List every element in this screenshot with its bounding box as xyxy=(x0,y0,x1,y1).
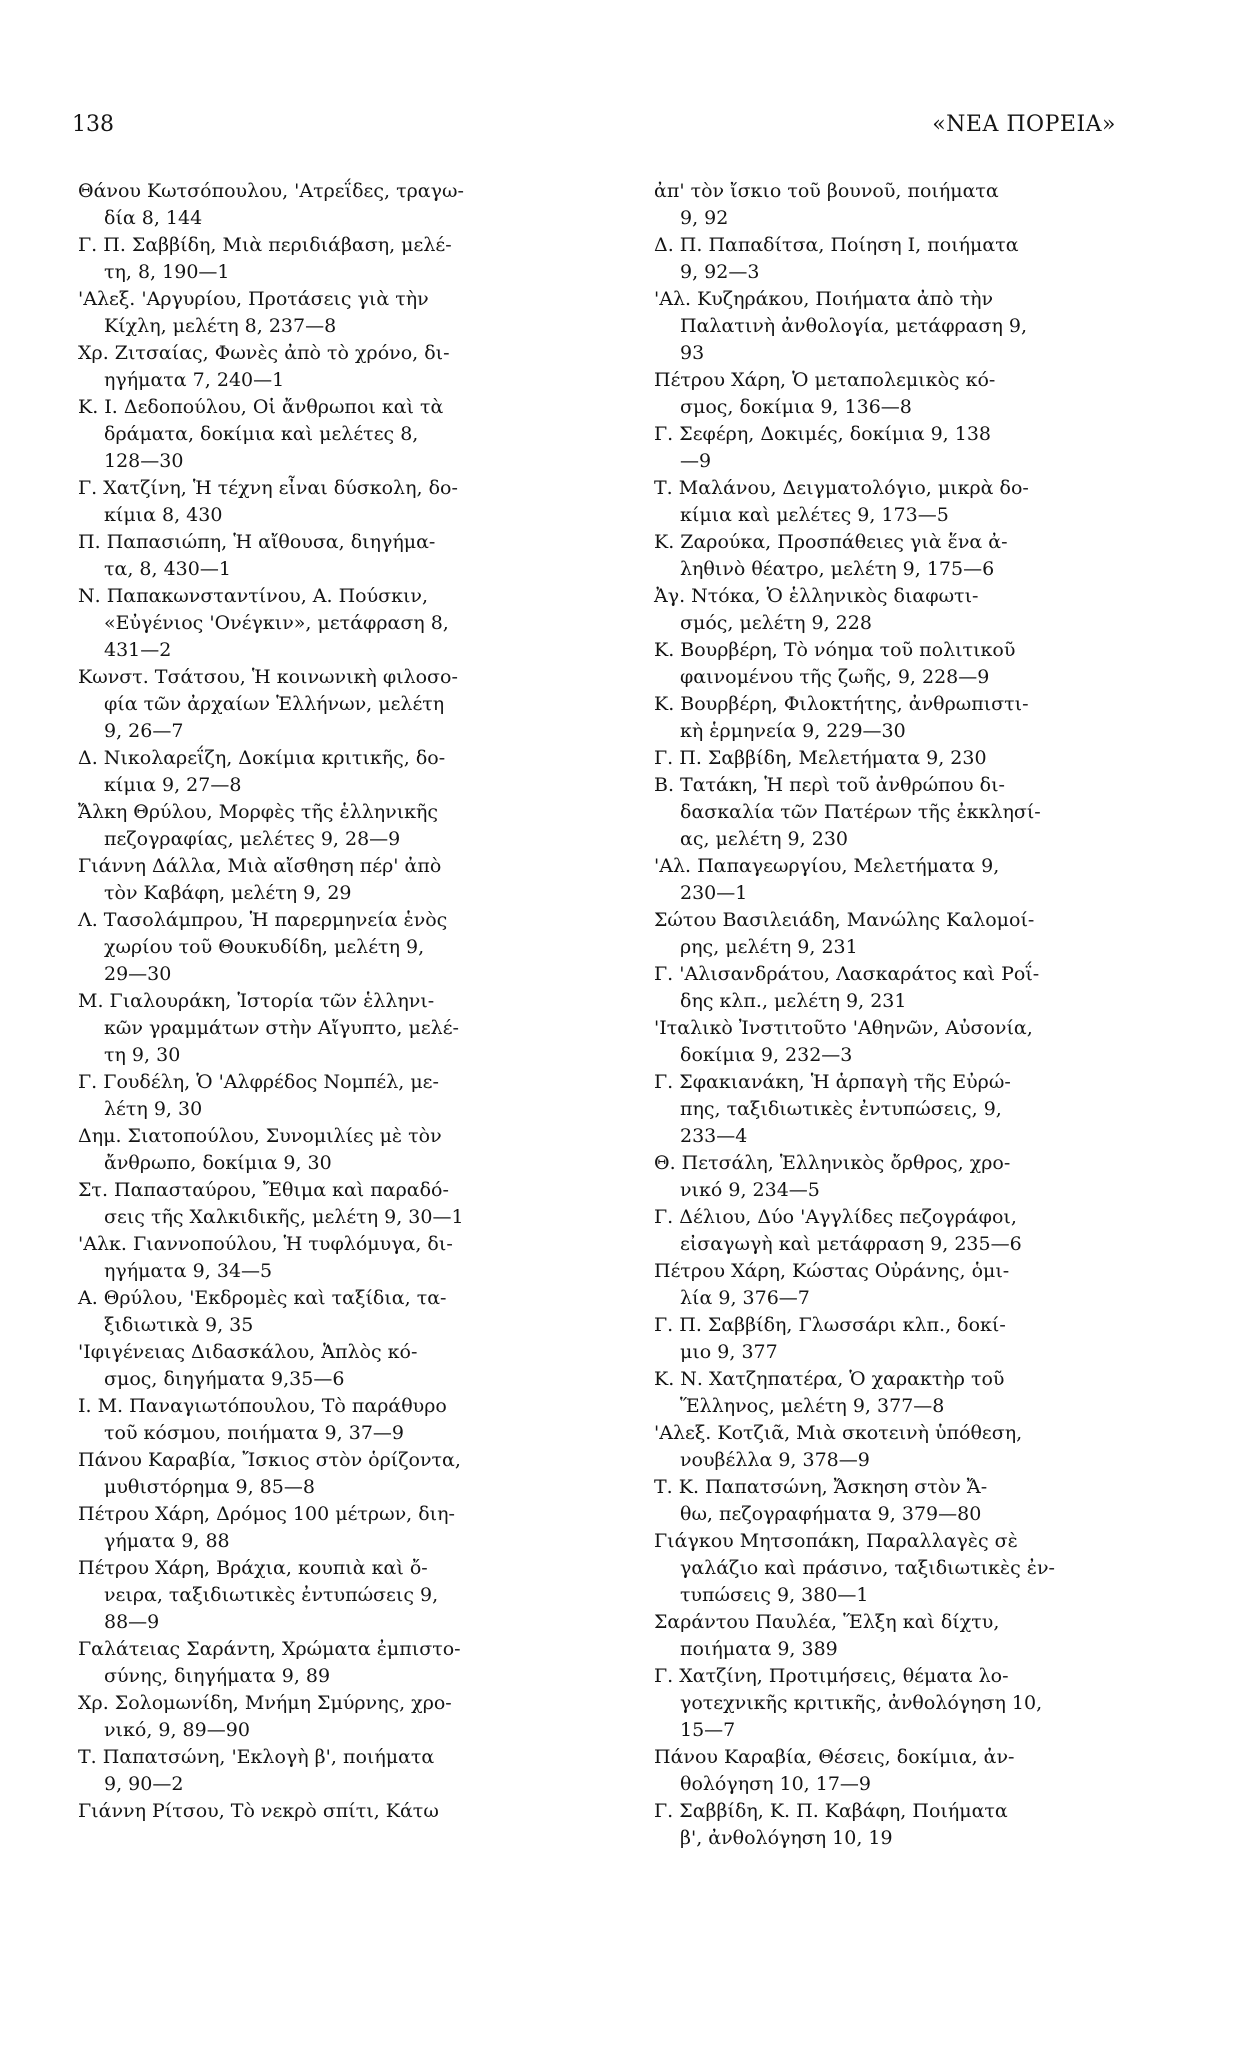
entry-line: Τ. Μαλάνου, Δειγματολόγιο, μικρὰ δο- xyxy=(654,477,1029,499)
entry-line: δοκίμια 9, 232—3 xyxy=(680,1044,853,1066)
bibliography-entry xyxy=(654,1528,1206,1609)
entry-line: γήματα 9, 88 xyxy=(104,1530,230,1552)
entry-line: λέτη 9, 30 xyxy=(104,1098,203,1120)
running-header-title: «ΝΕΑ ΠΟΡΕΙΑ» xyxy=(932,112,1116,137)
entry-line: Γ. Π. Σαββίδη, Μελετήματα 9, 230 xyxy=(654,747,987,769)
entry-line: φαινομένου τῆς ζωῆς, 9, 228—9 xyxy=(680,666,990,688)
entry-line: τοῦ κόσμου, ποιήματα 9, 37—9 xyxy=(104,1422,404,1444)
entry-line: Παλατινὴ ἀνθολογία, μετάφραση 9, xyxy=(680,315,1028,337)
entry-line: Κ. Ζαρούκα, Προσπάθειες γιὰ ἕνα ἀ- xyxy=(654,531,1008,553)
entry-line: 88—9 xyxy=(104,1611,160,1633)
left-column xyxy=(78,178,630,1825)
entry-line: κίμια 8, 430 xyxy=(104,504,223,526)
entry-line: β', ἀνθολόγηση 10, 19 xyxy=(680,1827,893,1849)
bibliography-entry xyxy=(654,1798,1206,1852)
bibliography-entry xyxy=(654,421,1206,475)
entry-line: Γ. 'Αλισανδράτου, Λασκαράτος καὶ Ροΐ- xyxy=(654,963,1040,985)
entry-line: Κ. Βουρβέρη, Τὸ νόημα τοῦ πολιτικοῦ xyxy=(654,639,1016,661)
entry-line: Στ. Παπασταύρου, Ἔθιμα καὶ παραδό- xyxy=(78,1179,449,1201)
bibliography-entry xyxy=(654,1258,1206,1312)
bibliography-entry xyxy=(78,178,630,232)
entry-line: πεζογραφίας, μελέτες 9, 28—9 xyxy=(104,828,401,850)
entry-line: 'Αλεξ. 'Αργυρίου, Προτάσεις γιὰ τὴν xyxy=(78,288,429,310)
entry-line: δης κλπ., μελέτη 9, 231 xyxy=(680,990,907,1012)
bibliography-entry xyxy=(78,1177,630,1231)
entry-line: Χρ. Σολομωνίδη, Μνήμη Σμύρνης, χρο- xyxy=(78,1692,452,1714)
entry-line: Λ. Τασολάμπρου, Ἡ παρερμηνεία ἑνὸς xyxy=(78,909,448,931)
bibliography-entry xyxy=(78,1231,630,1285)
entry-line: μιο 9, 377 xyxy=(680,1341,778,1363)
bibliography-entry xyxy=(654,1312,1206,1366)
entry-line: Δ. Π. Παπαδίτσα, Ποίηση Ι, ποιήματα xyxy=(654,234,1019,256)
entry-line: 'Αλκ. Γιαννοπούλου, Ἡ τυφλόμυγα, δι- xyxy=(78,1233,453,1255)
bibliography-entry xyxy=(78,340,630,394)
bibliography-entry xyxy=(654,1015,1206,1069)
entry-line: σμος, διηγήματα 9,35—6 xyxy=(104,1368,345,1390)
entry-line: πης, ταξιδιωτικὲς ἐντυπώσεις, 9, xyxy=(680,1098,1002,1120)
entry-line: Ἀγ. Ντόκα, Ὁ ἑλληνικὸς διαφωτι- xyxy=(654,585,979,607)
bibliography-entry xyxy=(654,907,1206,961)
bibliography-entry xyxy=(78,1339,630,1393)
entry-line: 9, 92—3 xyxy=(680,261,760,283)
entry-line: Γιάγκου Μητσοπάκη, Παραλλαγὲς σὲ xyxy=(654,1530,1018,1552)
bibliography-entry xyxy=(78,529,630,583)
bibliography-entry xyxy=(654,1474,1206,1528)
bibliography-entry xyxy=(78,1123,630,1177)
entry-line: Τ. Παπατσώνη, 'Εκλογὴ β', ποιήματα xyxy=(78,1746,435,1768)
entry-line: γαλάζιο καὶ πράσινο, ταξιδιωτικὲς ἐν- xyxy=(680,1557,1055,1579)
entry-line: δία 8, 144 xyxy=(104,207,203,229)
entry-line: Σώτου Βασιλειάδη, Μανώλης Καλομοί- xyxy=(654,909,1035,931)
entry-line: Τ. Κ. Παπατσώνη, Ἄσκηση στὸν Ἄ- xyxy=(654,1476,988,1498)
entry-line: 29—30 xyxy=(104,963,172,985)
bibliography-entry xyxy=(654,1150,1206,1204)
entry-line: 'Αλ. Κυζηράκου, Ποιήματα ἀπὸ τὴν xyxy=(654,288,994,310)
entry-line: Κωνστ. Τσάτσου, Ἡ κοινωνικὴ φιλοσο- xyxy=(78,666,458,688)
entry-line: Γιάννη Δάλλα, Μιὰ αἴσθηση πέρ' ἀπὸ xyxy=(78,855,442,877)
entry-line: Π. Παπασιώπη, Ἡ αἴθουσα, διηγήμα- xyxy=(78,531,436,553)
entry-line: δράματα, δοκίμια καὶ μελέτες 8, xyxy=(104,423,419,445)
bibliography-entry xyxy=(654,475,1206,529)
bibliography-entry xyxy=(78,1393,630,1447)
page-number: 138 xyxy=(72,112,114,137)
entry-line: ρης, μελέτη 9, 231 xyxy=(680,936,858,958)
entry-line: 431—2 xyxy=(104,639,172,661)
bibliography-entry xyxy=(654,637,1206,691)
entry-line: τυπώσεις 9, 380—1 xyxy=(680,1584,869,1606)
bibliography-entry xyxy=(654,772,1206,853)
entry-line: 93 xyxy=(680,342,705,364)
entry-line: 128—30 xyxy=(104,450,184,472)
entry-line: τα, 8, 430—1 xyxy=(104,558,231,580)
entry-line: Γ. Π. Σαββίδη, Γλωσσάρι κλπ., δοκί- xyxy=(654,1314,1006,1336)
entry-line: Πέτρου Χάρη, Βράχια, κουπιὰ καὶ ὄ- xyxy=(78,1557,428,1579)
bibliography-entry xyxy=(654,1663,1206,1744)
entry-line: Β. Τατάκη, Ἡ περὶ τοῦ ἀνθρώπου δι- xyxy=(654,774,1005,796)
entry-line: Μ. Γιαλουράκη, Ἱστορία τῶν ἑλληνι- xyxy=(78,990,435,1012)
bibliography-entry xyxy=(78,1447,630,1501)
entry-line: ξιδιωτικὰ 9, 35 xyxy=(104,1314,254,1336)
entry-line: τη, 8, 190—1 xyxy=(104,261,230,283)
bibliography-entry xyxy=(78,1555,630,1636)
bibliography-entry xyxy=(654,529,1206,583)
bibliography-entry xyxy=(654,583,1206,637)
entry-line: σύνης, διηγήματα 9, 89 xyxy=(104,1665,331,1687)
entry-line: θολόγηση 10, 17—9 xyxy=(680,1773,872,1795)
bibliography-entry xyxy=(78,664,630,745)
entry-line: ηγήματα 9, 34—5 xyxy=(104,1260,273,1282)
bibliography-entry xyxy=(78,1069,630,1123)
entry-line: ἀπ' τὸν ἴσκιο τοῦ βουνοῦ, ποιήματα xyxy=(654,180,999,202)
entry-line: Ἕλληνος, μελέτη 9, 377—8 xyxy=(680,1395,945,1417)
entry-line: 230—1 xyxy=(680,882,748,904)
entry-line: μυθιστόρημα 9, 85—8 xyxy=(104,1476,315,1498)
entry-line: τὸν Καβάφη, μελέτη 9, 29 xyxy=(104,882,352,904)
bibliography-entry xyxy=(78,475,630,529)
entry-line: σεις τῆς Χαλκιδικῆς, μελέτη 9, 30—1 xyxy=(104,1206,464,1228)
entry-line: νειρα, ταξιδιωτικὲς ἐντυπώσεις 9, xyxy=(104,1584,439,1606)
entry-line: Γ. Χατζίνη, Προτιμήσεις, θέματα λο- xyxy=(654,1665,1009,1687)
bibliography-entry xyxy=(654,1366,1206,1420)
entry-line: Θάνου Κωτσόπουλου, 'Ατρεΐδες, τραγω- xyxy=(78,180,464,202)
bibliography-entry xyxy=(78,745,630,799)
bibliography-entry xyxy=(654,691,1206,745)
entry-line: σμος, δοκίμια 9, 136—8 xyxy=(680,396,912,418)
entry-line: —9 xyxy=(680,450,712,472)
entry-line: Κ. Ν. Χατζηπατέρα, Ὁ χαρακτὴρ τοῦ xyxy=(654,1368,1005,1390)
entry-line: νικό, 9, 89—90 xyxy=(104,1719,250,1741)
entry-line: Α. Θρύλου, 'Εκδρομὲς καὶ ταξίδια, τα- xyxy=(78,1287,447,1309)
entry-line: Γ. Σαββίδη, Κ. Π. Καβάφη, Ποιήματα xyxy=(654,1800,1008,1822)
entry-line: Κ. Βουρβέρη, Φιλοκτήτης, ἀνθρωπιστι- xyxy=(654,693,1029,715)
bibliography-entry xyxy=(654,232,1206,286)
bibliography-entry xyxy=(654,1744,1206,1798)
entry-line: 9, 92 xyxy=(680,207,729,229)
bibliography-entry xyxy=(654,853,1206,907)
entry-line: ας, μελέτη 9, 230 xyxy=(680,828,848,850)
bibliography-entry xyxy=(78,394,630,475)
entry-line: κὴ ἑρμηνεία 9, 229—30 xyxy=(680,720,906,742)
bibliography-entry xyxy=(78,1744,630,1798)
bibliography-entry xyxy=(78,232,630,286)
entry-line: ποιήματα 9, 389 xyxy=(680,1638,838,1660)
bibliography-entry xyxy=(78,1636,630,1690)
entry-line: Γ. Σφακιανάκη, Ἡ ἁρπαγὴ τῆς Εὐρώ- xyxy=(654,1071,1011,1093)
entry-line: κῶν γραμμάτων στὴν Αἴγυπτο, μελέ- xyxy=(104,1017,459,1039)
entry-line: Κ. Ι. Δεδοπούλου, Οἱ ἄνθρωποι καὶ τὰ xyxy=(78,396,444,418)
page-header xyxy=(72,112,1116,146)
bibliography-entry xyxy=(78,853,630,907)
bibliography-entry xyxy=(78,1285,630,1339)
entry-line: Πέτρου Χάρη, Κώστας Οὐράνης, ὁμι- xyxy=(654,1260,1010,1282)
bibliography-entry xyxy=(654,178,1206,232)
entry-line: Γ. Σεφέρη, Δοκιμές, δοκίμια 9, 138 xyxy=(654,423,992,445)
entry-line: ληθινὸ θέατρο, μελέτη 9, 175—6 xyxy=(680,558,995,580)
entry-line: ηγήματα 7, 240—1 xyxy=(104,369,285,391)
entry-line: νικό 9, 234—5 xyxy=(680,1179,820,1201)
entry-line: Δημ. Σιατοπούλου, Συνομιλίες μὲ τὸν xyxy=(78,1125,442,1147)
right-column xyxy=(654,178,1206,1852)
entry-line: Γ. Χατζίνη, Ἡ τέχνη εἶναι δύσκολη, δο- xyxy=(78,477,458,499)
entry-line: Πάνου Καραβία, Θέσεις, δοκίμια, ἀν- xyxy=(654,1746,1015,1768)
entry-line: 233—4 xyxy=(680,1125,748,1147)
entry-line: χωρίου τοῦ Θουκυδίδη, μελέτη 9, xyxy=(104,936,425,958)
entry-line: γοτεχνικῆς κριτικῆς, ἀνθολόγηση 10, xyxy=(680,1692,1043,1714)
entry-line: Γ. Δέλιου, Δύο 'Αγγλίδες πεζογράφοι, xyxy=(654,1206,1017,1228)
entry-line: Δ. Νικολαρεΐζη, Δοκίμια κριτικῆς, δο- xyxy=(78,747,446,769)
entry-line: 'Αλ. Παπαγεωργίου, Μελετήματα 9, xyxy=(654,855,1000,877)
entry-line: νουβέλλα 9, 378—9 xyxy=(680,1449,870,1471)
entry-line: Χρ. Ζιτσαίας, Φωνὲς ἀπὸ τὸ χρόνο, δι- xyxy=(78,342,450,364)
entry-line: Σαράντου Παυλέα, Ἕλξη καὶ δίχτυ, xyxy=(654,1611,1000,1633)
entry-line: Γιάννη Ρίτσου, Τὸ νεκρὸ σπίτι, Κάτω xyxy=(78,1800,439,1822)
entry-line: Ν. Παπακωνσταντίνου, Α. Πούσκιν, xyxy=(78,585,429,607)
entry-line: Θ. Πετσάλη, Ἑλληνικὸς ὄρθρος, χρο- xyxy=(654,1152,1011,1174)
entry-line: ἄνθρωπο, δοκίμια 9, 30 xyxy=(104,1152,332,1174)
entry-line: Πάνου Καραβία, Ἴσκιος στὸν ὁρίζοντα, xyxy=(78,1449,461,1471)
entry-line: φία τῶν ἀρχαίων Ἑλλήνων, μελέτη xyxy=(104,693,445,715)
bibliography-entry xyxy=(654,1204,1206,1258)
bibliography-entry xyxy=(78,286,630,340)
entry-line: Πέτρου Χάρη, Δρόμος 100 μέτρων, διη- xyxy=(78,1503,455,1525)
entry-line: 9, 26—7 xyxy=(104,720,184,742)
entry-line: 15—7 xyxy=(680,1719,736,1741)
entry-line: «Εὐγένιος 'Ονέγκιν», μετάφραση 8, xyxy=(104,612,449,634)
bibliography-entry xyxy=(78,988,630,1069)
entry-line: Πέτρου Χάρη, Ὁ μεταπολεμικὸς κό- xyxy=(654,369,996,391)
bibliography-entry xyxy=(654,1420,1206,1474)
entry-line: Ι. Μ. Παναγιωτόπουλου, Τὸ παράθυρο xyxy=(78,1395,447,1417)
bibliography-entry xyxy=(654,286,1206,367)
entry-line: 'Ιφιγένειας Διδασκάλου, Ἁπλὸς κό- xyxy=(78,1341,418,1363)
bibliography-entry xyxy=(78,799,630,853)
entry-line: 'Ιταλικὸ Ἰνστιτοῦτο 'Αθηνῶν, Αὐσονία, xyxy=(654,1017,1033,1039)
entry-line: 'Αλεξ. Κοτζιᾶ, Μιὰ σκοτεινὴ ὑπόθεση, xyxy=(654,1422,1023,1444)
entry-line: σμός, μελέτη 9, 228 xyxy=(680,612,872,634)
entry-line: 9, 90—2 xyxy=(104,1773,184,1795)
entry-line: Ἄλκη Θρύλου, Μορφὲς τῆς ἑλληνικῆς xyxy=(78,801,439,823)
entry-line: Κίχλη, μελέτη 8, 237—8 xyxy=(104,315,337,337)
entry-line: Γαλάτειας Σαράντη, Χρώματα ἐμπιστο- xyxy=(78,1638,461,1660)
bibliography-entry xyxy=(78,1798,630,1825)
entry-line: δασκαλία τῶν Πατέρων τῆς ἐκκλησί- xyxy=(680,801,1041,823)
entry-line: Γ. Γουδέλη, Ὁ 'Αλφρέδος Νομπέλ, με- xyxy=(78,1071,439,1093)
entry-line: κίμια καὶ μελέτες 9, 173—5 xyxy=(680,504,949,526)
bibliography-entry xyxy=(78,907,630,988)
bibliography-entry xyxy=(78,1501,630,1555)
entry-line: τη 9, 30 xyxy=(104,1044,181,1066)
entry-line: εἰσαγωγὴ καὶ μετάφραση 9, 235—6 xyxy=(680,1233,1022,1255)
bibliography-entry xyxy=(654,1069,1206,1150)
bibliography-entry xyxy=(654,961,1206,1015)
entry-line: Γ. Π. Σαββίδη, Μιὰ περιδιάβαση, μελέ- xyxy=(78,234,452,256)
bibliography-entry xyxy=(78,1690,630,1744)
entry-line: θω, πεζογραφήματα 9, 379—80 xyxy=(680,1503,982,1525)
bibliography-entry xyxy=(654,745,1206,772)
entry-line: κίμια 9, 27—8 xyxy=(104,774,242,796)
bibliography-entry xyxy=(78,583,630,664)
bibliography-entry xyxy=(654,1609,1206,1663)
entry-line: λία 9, 376—7 xyxy=(680,1287,810,1309)
bibliography-entry xyxy=(654,367,1206,421)
